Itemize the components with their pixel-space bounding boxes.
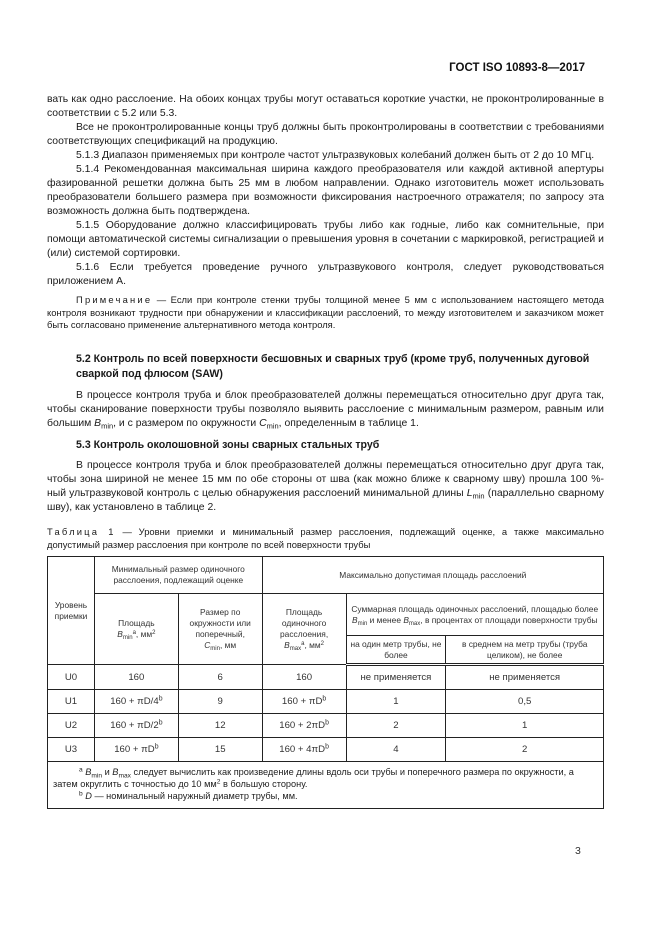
paragraph-5-1-6: 5.1.6 Если требуется проведение ручного ультразвукового контроля, следует руководствоваться приложением А. — [47, 262, 604, 287]
document-header-id: ГОСТ ISO 10893-8—2017 — [449, 62, 585, 74]
paragraph-untested-ends: Все не проконтролированные концы труб должны быть проконтролированы в соответствии с требованиями соответствующих спецификаций на продукцию. — [47, 122, 604, 147]
section-5-2-title: 5.2 Контроль по всей поверхности бесшовных и сварных труб (кроме труб, полученных дуговой сваркой под флюсом (SAW) — [76, 353, 590, 380]
table-header-row-2 — [48, 594, 604, 636]
paragraph-5-1-5: 5.1.5 Оборудование должно классифицировать трубы либо как годные, либо как сомнительные, при помощи автоматической системы сигнализации о превышения уровня в сочетании с маркировкой, регистрацией и (или) системой сортировки. — [47, 220, 604, 259]
table-1-caption-label: Таблица 1 — [47, 526, 116, 537]
table-1 — [47, 556, 604, 809]
table-1-caption — [47, 526, 604, 551]
page-number: 3 — [575, 845, 581, 857]
paragraph-continuation: вать как одно расслоение. На обоих концах трубы могут оставаться короткие участки, не проконтролированные в соответствии с 5.2 или 5.3. — [47, 94, 604, 119]
table-footnotes — [48, 762, 604, 809]
table-header-row-1 — [48, 557, 604, 594]
note — [47, 294, 604, 332]
table-row: U0 160 6 160 не применяется не применяется — [48, 665, 604, 690]
section-5-3-title: 5.3 Контроль околошовной зоны сварных стальных труб — [76, 439, 380, 451]
header-max-group: Максимально допустимая площадь расслоений — [262, 557, 603, 594]
body-section-5-1 — [47, 93, 604, 332]
header-per-meter: на один метр трубы, не более — [346, 636, 446, 665]
header-bmin: Площадь $B_{min}^a$, $мм^2$ — [94, 594, 178, 665]
table-row: U2 $160 + \pi D/2^b$ 12 $160 + 2\pi D^b$ 2 1 — [48, 714, 604, 738]
table-1-caption-text: — Уровни приемки и минимальный размер расслоения, подлежащий оценке, а также максимально допустимый размер расслоения при контроле по всей поверхности трубы — [47, 526, 604, 550]
table-row: U1 $160 + \pi D/4^b$ 9 $160 + \pi D^b$ 1 0,5 — [48, 690, 604, 714]
note-text: — Если при контроле стенки трубы толщиной менее 5 мм с использованием настоящего метода контроля возникают трудности при обнаружении и классификации расслоений, то между изготовителем и заказчиком может быть согласовано применение альтернативного метода контроля. — [47, 294, 604, 330]
header-bmax: Площадь одиночного расслоения, $B_{max}^a$, $мм^2$ — [262, 594, 346, 665]
section-5-3-text: В процессе контроля труба и блок преобразователей должны перемещаться относительно друг друга так, чтобы зона шириной не менее 15 мм по обе стороны от шва (как можно ближе к сварному шву) прошла 100 %-ный ультразвуковой контроль с целью обнаружения расслоений минимальной длины $L_{min}$ (параллельно сварному шву), как установлено в таблице 2. — [47, 460, 604, 513]
table-row: U3 $160 + \pi D^b$ 15 $160 + 4\pi D^b$ 4 2 — [48, 738, 604, 762]
paragraph-5-1-4: 5.1.4 Рекомендованная максимальная ширина каждого преобразователя или каждой активной апертуры фазированной решетки должна быть 25 мм в любом направлении. Однако изготовитель может использовать преобразователи большего размера при возможности фиксирования настроечного отражателя; по запросу эта возможность должна быть подтверждена. — [47, 164, 604, 217]
table-footnotes-row — [48, 762, 604, 809]
section-5-2 — [47, 352, 604, 431]
header-min-group: Минимальный размер одиночного расслоения, подлежащий оценке — [94, 557, 262, 594]
header-sum-area: Суммарная площадь одиночных расслоений, площадью более $B_{min}$ и менее $B_{max}$, в процентах от площади поверхности трубы — [346, 594, 603, 636]
paragraph-5-1-3: 5.1.3 Диапазон применяемых при контроле частот ультразвуковых колебаний должен быть от 2 до 10 МГц. — [76, 150, 595, 161]
header-avg-meter: в среднем на метр трубы (труба целиком), не более — [446, 636, 604, 665]
header-acceptance-level: Уровень приемки — [48, 557, 95, 665]
header-cmin: Размер по окружности или поперечный, $C_{min}$, мм — [178, 594, 262, 665]
footnote-a: $^a$ $B_{min}$ и $B_{max}$ следует вычислить как произведение длины вдоль оси трубы и поперечного размера по окружности, а затем округлить с точностью до 10 $мм^2$ в большую сторону. — [53, 766, 574, 789]
footnote-b: $^b$ D — номинальный наружный диаметр трубы, мм. — [79, 790, 298, 801]
section-5-3 — [47, 438, 604, 515]
section-5-2-text: В процессе контроля труба и блок преобразователей должны перемещаться относительно друг друга так, чтобы сканирование поверхности трубы позволяло выявить расслоение с минимальным размером, равным или большим $B_{min}$, и с размером по окружности $C_{min}$, определенным в таблице 1. — [47, 390, 604, 431]
note-label: Примечание — [76, 294, 153, 305]
